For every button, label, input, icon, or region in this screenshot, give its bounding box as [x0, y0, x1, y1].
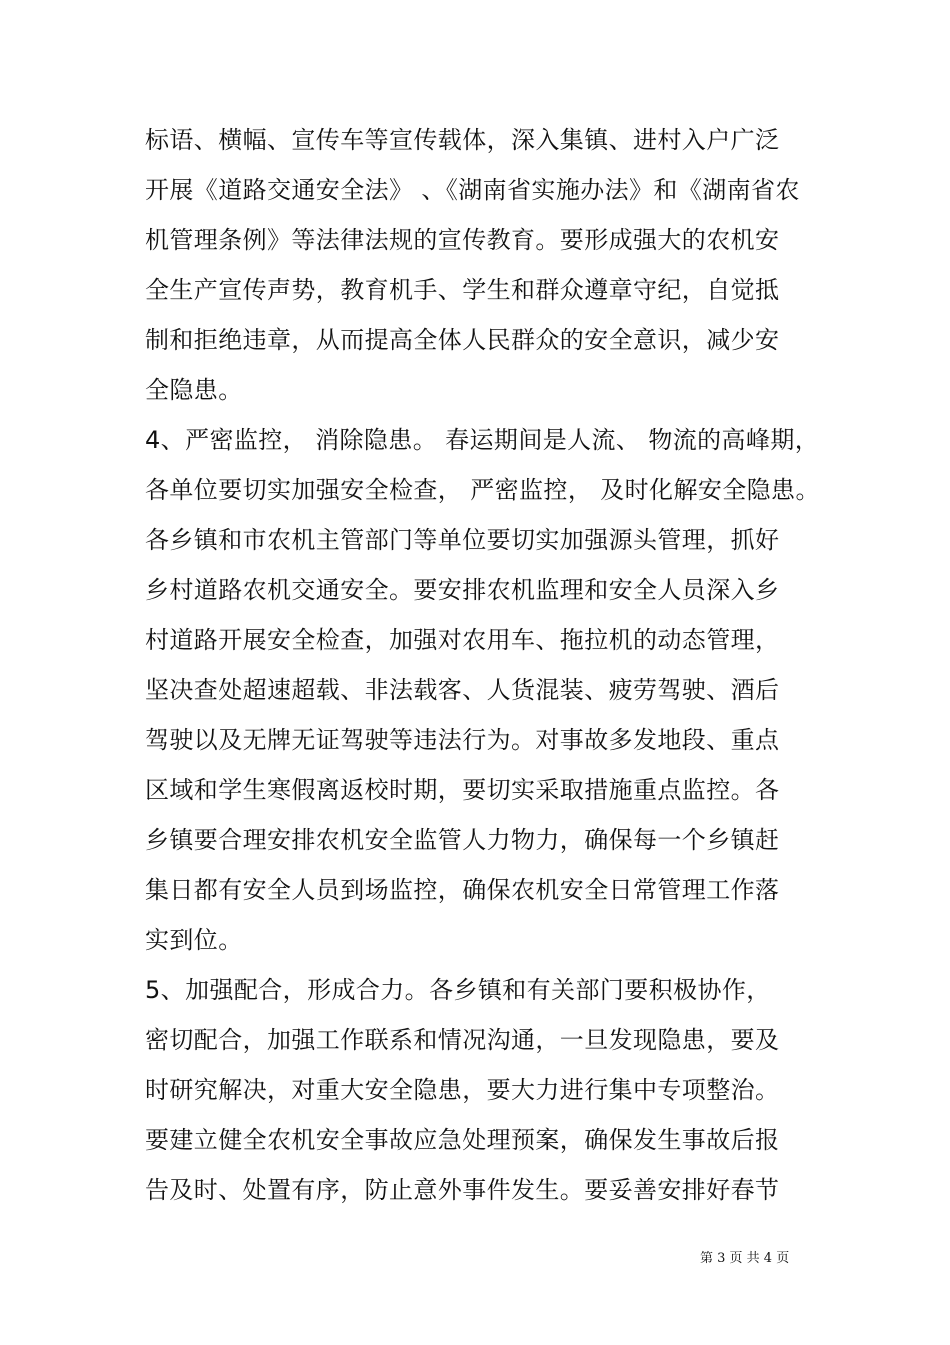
paragraph-line: 全生产宣传声势，教育机手、学生和群众遵章守纪，自觉抵 — [145, 276, 780, 304]
paragraph-line: 要建立健全农机安全事故应急处理预案，确保发生事故后报 — [145, 1126, 780, 1154]
paragraph-line: 坚决查处超速超载、非法载客、人货混装、疲劳驾驶、酒后 — [145, 676, 780, 704]
paragraph-line: 标语、横幅、宣传车等宣传载体，深入集镇、进村入户广泛 — [145, 126, 780, 154]
paragraph-line: 集日都有安全人员到场监控，确保农机安全日常管理工作落 — [145, 876, 780, 904]
paragraph-line: 乡镇要合理安排农机安全监管人力物力，确保每一个乡镇赶 — [145, 826, 780, 854]
paragraph-line: 时研究解决，对重大安全隐患，要大力进行集中专项整治。 — [145, 1076, 780, 1104]
paragraph-line: 实到位。 — [145, 926, 243, 954]
paragraph-line: 各乡镇和市农机主管部门等单位要切实加强源头管理，抓好 — [145, 526, 780, 554]
paragraph-line: 区域和学生寒假离返校时期，要切实采取措施重点监控。各 — [145, 776, 780, 804]
paragraph-line: 告及时、处置有序，防止意外事件发生。要妥善安排好春节 — [145, 1176, 780, 1204]
paragraph-line: 4、严密监控， 消除隐患。 春运期间是人流、 物流的高峰期， — [145, 426, 820, 454]
paragraph-line: 村道路开展安全检查，加强对农用车、拖拉机的动态管理， — [145, 626, 780, 654]
paragraph-line: 制和拒绝违章，从而提高全体人民群众的安全意识，减少安 — [145, 326, 780, 354]
paragraph-line: 乡村道路农机交通安全。要安排农机监理和安全人员深入乡 — [145, 576, 780, 604]
paragraph-line: 驾驶以及无牌无证驾驶等违法行为。对事故多发地段、重点 — [145, 726, 780, 754]
paragraph-line: 全隐患。 — [145, 376, 243, 404]
paragraph-line: 各单位要切实加强安全检查， 严密监控， 及时化解安全隐患。 — [145, 476, 820, 504]
paragraph-line: 5、加强配合，形成合力。各乡镇和有关部门要积极协作， — [145, 976, 771, 1004]
paragraph-line: 密切配合，加强工作联系和情况沟通，一旦发现隐患，要及 — [145, 1026, 780, 1054]
paragraph-line: 机管理条例》等法律法规的宣传教育。要形成强大的农机安 — [145, 226, 780, 254]
paragraph-line: 开展《道路交通安全法》 、《湖南省实施办法》和《湖南省农 — [145, 176, 800, 204]
page-number-footer: 第 3 页 共 4 页 — [700, 1251, 790, 1266]
